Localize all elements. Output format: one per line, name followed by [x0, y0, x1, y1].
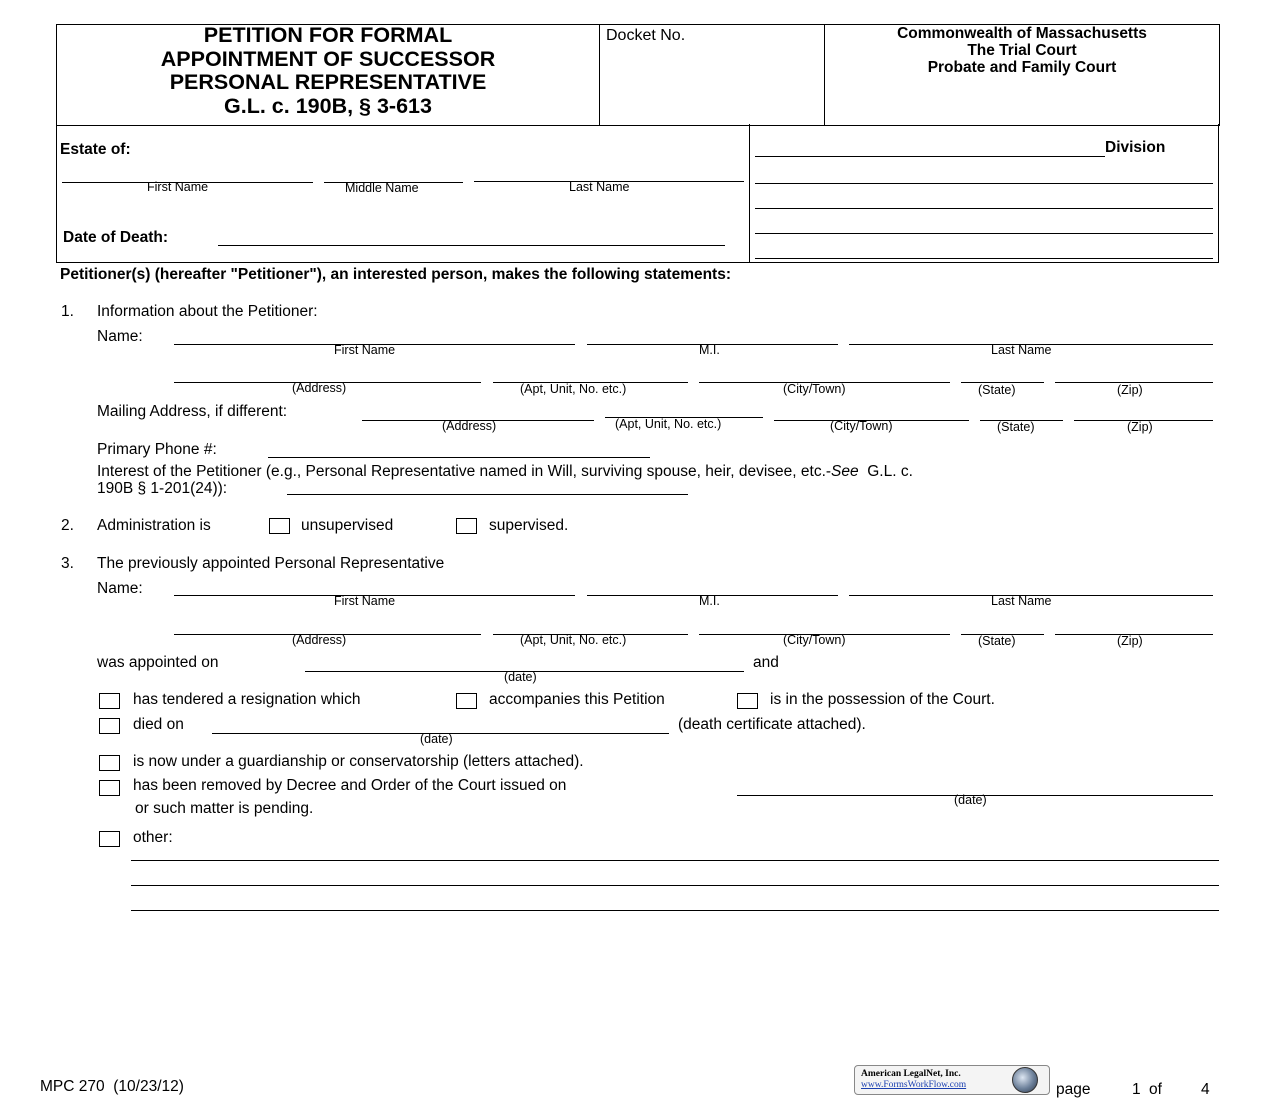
interest-field[interactable] [287, 494, 688, 495]
petitioner-state-caption: (State) [978, 383, 1016, 397]
prior-pr-mi-caption: M.I. [699, 594, 720, 608]
petitioner-first-name-caption: First Name [334, 343, 396, 357]
docket-label: Docket No. [606, 27, 686, 44]
page-of-label: of [1149, 1081, 1162, 1098]
appointed-on-label: was appointed on [97, 654, 219, 671]
possession-checkbox[interactable] [737, 693, 758, 709]
court-address-line-3[interactable] [755, 233, 1213, 234]
form-title: PETITION FOR FORMAL APPOINTMENT OF SUCCESSOR PERSONAL REPRESENTATIVE G.L. c. 190B, § 3-613 [160, 23, 496, 118]
died-date-caption: (date) [420, 732, 453, 746]
prior-pr-last-name-caption: Last Name [991, 594, 1052, 608]
header-divider-2 [824, 24, 825, 125]
phone-field[interactable] [268, 457, 650, 458]
prior-pr-city-caption: (City/Town) [783, 633, 846, 647]
page-number: 1 [1132, 1081, 1141, 1098]
petitioner-mi-caption: M.I. [699, 343, 720, 357]
estate-of-label: Estate of: [60, 141, 131, 158]
estate-box-bottom [56, 262, 1219, 263]
phone-label: Primary Phone #: [97, 441, 217, 458]
accompanies-checkbox[interactable] [456, 693, 477, 709]
estate-box-right [1218, 124, 1219, 262]
form-id: MPC 270 (10/23/12) [40, 1078, 184, 1095]
other-line-3[interactable] [131, 910, 1219, 911]
mailing-address-caption: (Address) [442, 419, 497, 433]
and-label: and [753, 654, 779, 671]
unsupervised-label: unsupervised [301, 517, 394, 534]
globe-icon [1012, 1067, 1038, 1093]
estate-first-name-caption: First Name [147, 180, 209, 194]
prior-pr-apt-caption: (Apt, Unit, No. etc.) [520, 633, 627, 647]
guardianship-checkbox[interactable] [99, 755, 120, 771]
mailing-zip-caption: (Zip) [1127, 420, 1153, 434]
prior-pr-first-name-caption: First Name [334, 594, 396, 608]
date-of-death-label: Date of Death: [63, 229, 169, 246]
mailing-state-caption: (State) [997, 420, 1035, 434]
section-2-number: 2. [61, 517, 74, 534]
mailing-address-label: Mailing Address, if different: [97, 403, 288, 420]
removed-label: has been removed by Decree and Order of the Court issued on [133, 777, 567, 794]
appointed-date-caption: (date) [504, 670, 537, 684]
court-name: Commonwealth of Massachusetts The Trial Court Probate and Family Court [897, 25, 1147, 76]
died-checkbox[interactable] [99, 718, 120, 734]
removed-date-caption: (date) [954, 793, 987, 807]
accompanies-label: accompanies this Petition [489, 691, 665, 708]
removed-checkbox[interactable] [99, 780, 120, 796]
petitioner-zip-caption: (Zip) [1117, 383, 1143, 397]
administration-label: Administration is [97, 517, 211, 534]
supervised-label: supervised. [489, 517, 569, 534]
other-line-2[interactable] [131, 885, 1219, 886]
petitioner-city-caption: (City/Town) [783, 382, 846, 396]
court-address-line-2[interactable] [755, 208, 1213, 209]
division-field[interactable] [755, 156, 1105, 157]
section-3-heading: The previously appointed Personal Representative [97, 555, 445, 572]
page-total: 4 [1201, 1081, 1210, 1098]
court-address-line-4[interactable] [755, 258, 1213, 259]
resignation-label: has tendered a resignation which [133, 691, 361, 708]
logo-url[interactable]: www.FormsWorkFlow.com [861, 1080, 967, 1090]
section-1-heading: Information about the Petitioner: [97, 303, 318, 320]
prior-pr-state-caption: (State) [978, 634, 1016, 648]
prior-pr-zip-caption: (Zip) [1117, 634, 1143, 648]
division-label: Division [1105, 139, 1166, 156]
mailing-apt-caption: (Apt, Unit, No. etc.) [615, 417, 722, 431]
section-1-number: 1. [61, 303, 74, 320]
header-divider-1 [599, 24, 600, 125]
estate-middle-name-caption: Middle Name [345, 181, 419, 195]
prior-pr-name-label: Name: [97, 580, 143, 597]
died-label: died on [133, 716, 184, 733]
other-line-1[interactable] [131, 860, 1219, 861]
estate-box-left [56, 124, 57, 262]
guardianship-label: is now under a guardianship or conservatorship (letters attached). [133, 753, 584, 770]
court-address-line-1[interactable] [755, 183, 1213, 184]
interest-line-2: 190B § 1-201(24)): [97, 480, 228, 497]
petitioner-name-label: Name: [97, 328, 143, 345]
legalnet-logo[interactable] [854, 1065, 1050, 1095]
resignation-checkbox[interactable] [99, 693, 120, 709]
prior-pr-address-caption: (Address) [292, 633, 347, 647]
petitioner-last-name-caption: Last Name [991, 343, 1052, 357]
unsupervised-checkbox[interactable] [269, 518, 290, 534]
other-checkbox[interactable] [99, 831, 120, 847]
estate-last-name-caption: Last Name [569, 180, 630, 194]
logo-company-name: American LegalNet, Inc. [861, 1069, 961, 1079]
mailing-city-caption: (City/Town) [830, 419, 893, 433]
section-3-number: 3. [61, 555, 74, 572]
interest-line-1: Interest of the Petitioner (e.g., Personal Representative named in Will, surviving spouse, heir, devisee, etc.-See G.L. c. [97, 463, 913, 480]
pending-label: or such matter is pending. [135, 800, 314, 817]
petitioner-address-caption: (Address) [292, 381, 347, 395]
date-of-death-field[interactable] [218, 245, 725, 246]
possession-label: is in the possession of the Court. [770, 691, 995, 708]
death-certificate-label: (death certificate attached). [678, 716, 866, 733]
page-label: page [1056, 1081, 1091, 1098]
docket-number-field[interactable] [606, 50, 818, 120]
supervised-checkbox[interactable] [456, 518, 477, 534]
estate-box-divider [749, 124, 750, 262]
petitioner-apt-caption: (Apt, Unit, No. etc.) [520, 382, 627, 396]
petitioner-intro: Petitioner(s) (hereafter "Petitioner"), an interested person, makes the following statements: [60, 266, 732, 283]
other-label: other: [133, 829, 173, 846]
